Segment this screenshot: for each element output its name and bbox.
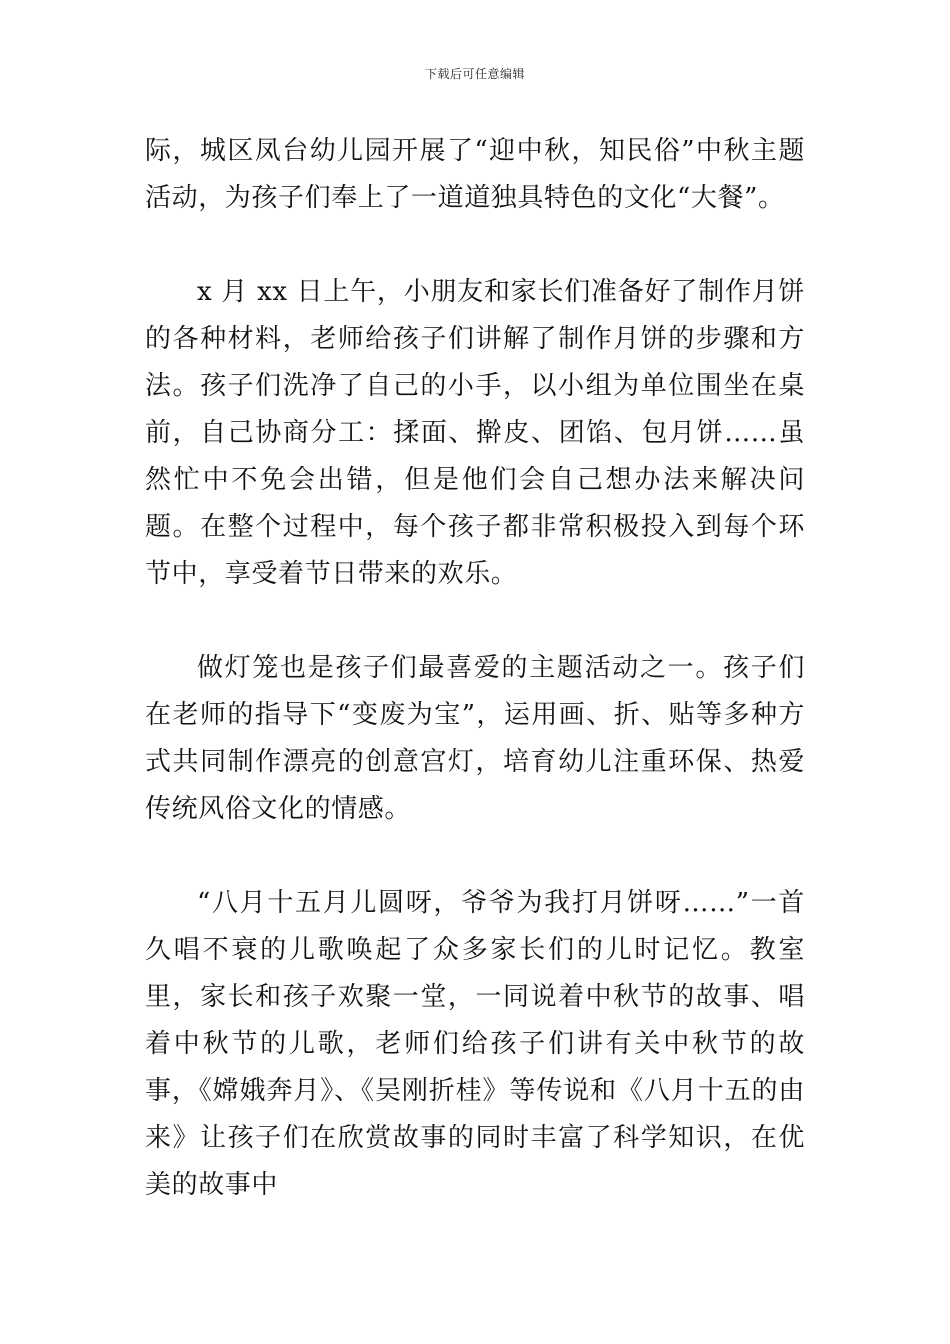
document-body [145, 128, 805, 1209]
header-note: 下载后可任意编辑 [424, 67, 525, 81]
paragraph-gap [145, 833, 805, 880]
paragraph-3: 做灯笼也是孩子们最喜爱的主题活动之一。孩子们在老师的指导下“变废为宝”，运用画、折、贴等多种方式共同制作漂亮的创意宫灯，培育幼儿注重环保、热爱传统风俗文化的情感。 [145, 653, 805, 824]
paragraph-gap [145, 222, 805, 269]
paragraph-gap [145, 598, 805, 645]
paragraph-4: “八月十五月儿圆呀，爷爷为我打月饼呀……”一首久唱不衰的儿歌唤起了众多家长们的儿时记忆。教室里，家长和孩子欢聚一堂，一同说着中秋节的故事、唱着中秋节的儿歌，老师们给孩子们讲有关中秋节的故事，《嫦娥奔月》、《吴刚折桂》等传说和《八月十五的由来》让孩子们在欣赏故事的同时丰富了科学知识，在优美的故事中 [145, 888, 805, 1200]
paragraph-1: 际，城区凤台幼儿园开展了“迎中秋，知民俗”中秋主题活动，为孩子们奉上了一道道独具特色的文化“大餐”。 [145, 136, 805, 213]
paragraph-2: x 月 xx 日上午，小朋友和家长们准备好了制作月饼的各种材料，老师给孩子们讲解了制作月饼的步骤和方法。孩子们洗净了自己的小手，以小组为单位围坐在桌前，自己协商分工：揉面、擀皮、团馅、包月饼……虽然忙中不免会出错，但是他们会自己想办法来解决问题。在整个过程中，每个孩子都非常积极投入到每个环节中，享受着节日带来的欢乐。 [145, 277, 805, 589]
